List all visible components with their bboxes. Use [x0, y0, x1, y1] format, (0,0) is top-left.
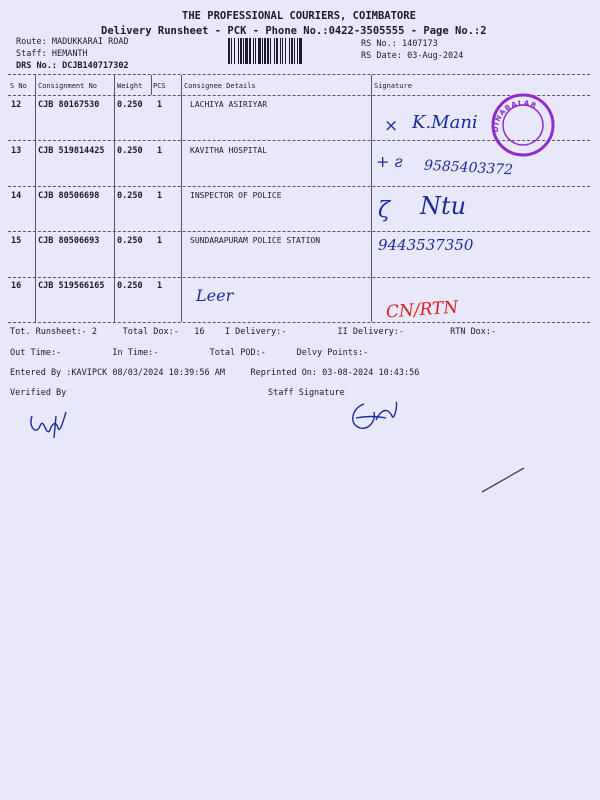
barcode-bar	[264, 38, 266, 64]
col-header-signature: Signature	[374, 82, 412, 90]
staff-line	[16, 49, 88, 59]
rs-date-line	[361, 51, 463, 61]
runsheet-subtitle: Delivery Runsheet - PCK - Phone No.:0422-3505555 - Page No.:2	[101, 25, 487, 37]
barcode-bar	[231, 38, 232, 64]
column-divider	[151, 75, 152, 95]
col-header-sno: S No	[10, 82, 27, 90]
row-consignment: CJB 519814425	[38, 146, 105, 156]
barcode-bar	[240, 38, 242, 64]
barcode-bar	[253, 38, 254, 64]
row-consignee: INSPECTOR OF POLICE	[190, 191, 282, 200]
handwritten-signature: ×	[384, 116, 399, 136]
barcode-bar	[282, 38, 283, 64]
drs-value: DCJB140717302	[62, 61, 129, 71]
rs-date-label: RS Date:	[361, 51, 402, 61]
table-bottom-rule	[8, 322, 590, 323]
rs-no-line	[361, 39, 438, 49]
row-sno: 15	[11, 236, 22, 246]
row-sno: 16	[11, 281, 22, 291]
barcode-bar	[243, 38, 244, 64]
barcode-bar	[245, 38, 248, 64]
barcode-bar	[289, 38, 290, 64]
col-header-consignment: Consignment No	[38, 82, 98, 90]
handwritten-mark: ζ	[378, 198, 390, 223]
row-rule	[8, 231, 590, 232]
handwritten-signature: K.Mani	[412, 112, 478, 133]
row-weight: 0.250	[117, 100, 143, 110]
handwritten-signature: Ntu	[420, 192, 467, 220]
dinabalar-stamp-seal	[488, 90, 558, 160]
handwritten-signature: Leer	[196, 286, 234, 305]
row-pcs: 1	[157, 146, 163, 156]
svg-text:DINABALAR	[492, 99, 538, 132]
route-label: Route:	[16, 37, 47, 47]
barcode-bar	[280, 38, 281, 64]
staff-label: Staff:	[16, 49, 47, 59]
barcode-bar	[285, 38, 286, 64]
row-consignee: SUNDARAPURAM POLICE STATION	[190, 236, 321, 245]
barcode-bar	[291, 38, 293, 64]
summary-totals: Tot. Runsheet:- 2 Total Dox:- 16 I Delivery:- II Delivery:- RTN Dox:-	[10, 327, 497, 337]
row-weight: 0.250	[117, 191, 143, 201]
rs-no-value: 1407173	[401, 39, 438, 49]
row-pcs: 1	[157, 236, 163, 246]
col-header-consignee: Consignee Details	[184, 82, 256, 90]
row-rule	[8, 186, 590, 187]
stray-pen-line	[478, 464, 528, 496]
rs-date-value: 03-Aug-2024	[407, 51, 464, 61]
verified-signature	[26, 408, 70, 442]
handwritten-mark: + ƨ	[376, 152, 403, 171]
barcode-bar	[228, 38, 230, 64]
row-pcs: 1	[157, 100, 163, 110]
staff-signature	[346, 398, 400, 434]
entered-by-line: Entered By :KAVIPCK 08/03/2024 10:39:56 AM Reprinted On: 03-08-2024 10:43:56	[10, 368, 420, 378]
row-sno: 14	[11, 191, 22, 201]
barcode-bar	[238, 38, 239, 64]
barcode-bar	[297, 38, 298, 64]
row-rule	[8, 277, 590, 278]
row-weight: 0.250	[117, 146, 143, 156]
staff-value: HEMANTH	[51, 49, 88, 59]
row-consignee: LACHIYA ASIRIYAR	[190, 100, 268, 109]
barcode-bar	[294, 38, 295, 64]
barcode-bar	[249, 38, 251, 64]
row-consignment: CJB 519566165	[38, 281, 105, 291]
row-sno: 12	[11, 100, 22, 110]
barcode-bar	[276, 38, 278, 64]
row-consignment: CJB 80506698	[38, 191, 100, 201]
row-weight: 0.250	[117, 236, 143, 246]
company-title: THE PROFESSIONAL COURIERS, COIMBATORE	[182, 10, 416, 22]
barcode-bar	[267, 38, 269, 64]
barcode-bar	[274, 38, 275, 64]
barcode-bar	[258, 38, 261, 64]
barcode	[228, 38, 352, 64]
barcode-bar	[255, 38, 256, 64]
drs-line	[16, 61, 129, 71]
drs-label: DRS No.:	[16, 61, 57, 71]
staff-signature-label: Staff Signature	[268, 388, 345, 398]
barcode-bar	[234, 38, 235, 64]
table-top-rule	[8, 74, 590, 75]
handwritten-phone-number: 9443537350	[378, 236, 474, 254]
row-weight: 0.250	[117, 281, 143, 291]
column-divider	[114, 75, 115, 322]
col-header-weight: Weight	[117, 82, 143, 90]
route-value: MADUKKARAI ROAD	[51, 37, 129, 47]
summary-times: Out Time:- In Time:- Total POD:- Delvy Points:-	[10, 348, 369, 358]
row-pcs: 1	[157, 191, 163, 201]
handwritten-phone-number: 9585403372	[423, 157, 514, 179]
row-pcs: 1	[157, 281, 163, 291]
rs-no-label: RS No.:	[361, 39, 397, 49]
cn-rtn-note: CN/RTN	[385, 297, 459, 323]
row-consignee: KAVITHA HOSPITAL	[190, 146, 268, 155]
barcode-bar	[299, 38, 302, 64]
verified-by-label: Verified By	[10, 388, 67, 398]
row-consignment: CJB 80506693	[38, 236, 100, 246]
row-consignment: CJB 80167530	[38, 100, 100, 110]
column-divider	[35, 75, 36, 322]
route-line	[16, 37, 129, 47]
stamp-text: DINABALAR	[491, 99, 539, 133]
column-divider	[371, 75, 372, 322]
barcode-bar	[262, 38, 263, 64]
column-divider	[181, 75, 182, 322]
col-header-pcs: PCS	[153, 82, 166, 90]
barcode-bar	[270, 38, 271, 64]
row-sno: 13	[11, 146, 22, 156]
